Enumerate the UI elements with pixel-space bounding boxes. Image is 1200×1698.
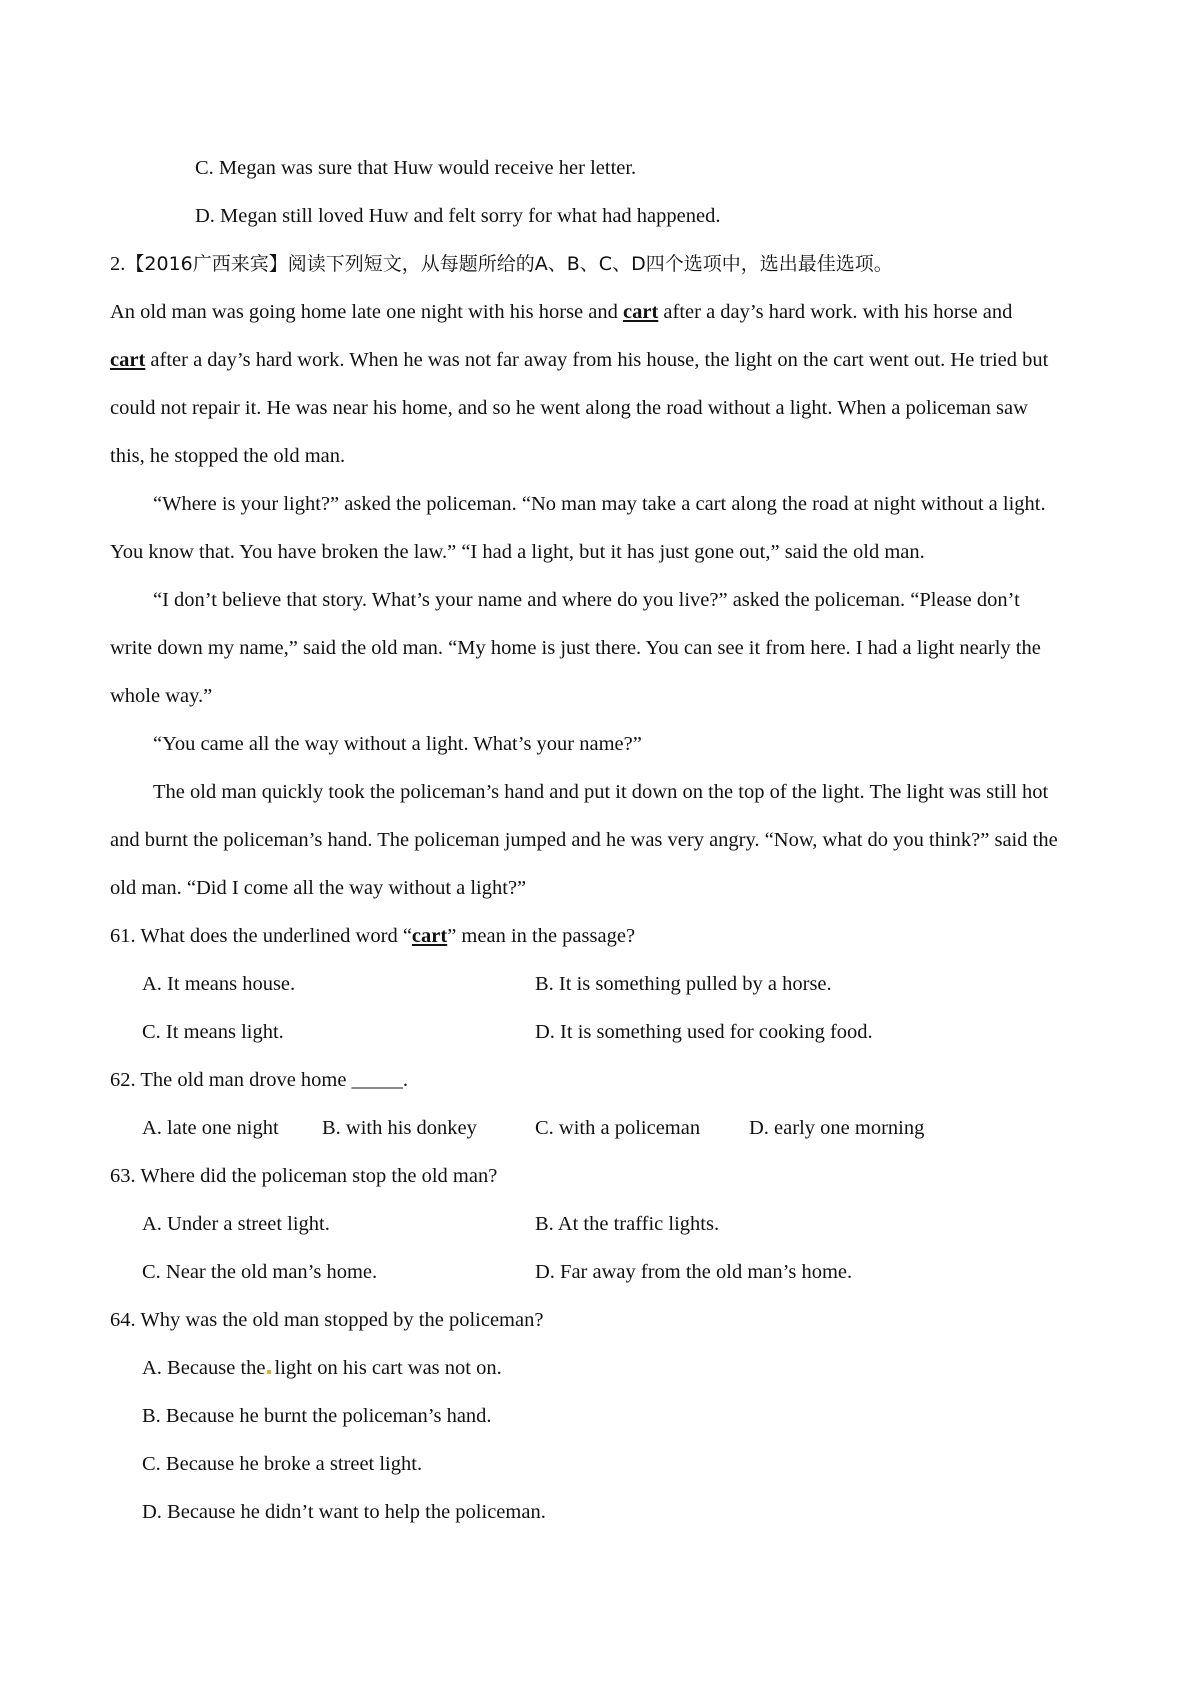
prev-option-d: D. Megan still loved Huw and felt sorry for what had happened. bbox=[195, 205, 721, 227]
option-b: B. At the traffic lights. bbox=[535, 1213, 720, 1235]
passage-line: could not repair it. He was near his home, and so he went along the road without a light. When a policeman saw bbox=[110, 397, 1028, 419]
passage-line: “You came all the way without a light. What’s your name?” bbox=[153, 733, 642, 755]
passage-line: this, he stopped the old man. bbox=[110, 445, 346, 467]
passage-line: write down my name,” said the old man. “My home is just there. You can see it from here. I had a light nearly the bbox=[110, 637, 1041, 659]
underlined-word: cart bbox=[411, 925, 448, 947]
section-instruction: 阅读下列短文，从每题所给的A、B、C、D四个选项中，选出最佳选项。 bbox=[287, 253, 893, 275]
option-d: D. early one morning bbox=[749, 1117, 925, 1139]
option-text: light on his cart was not on. bbox=[274, 1357, 502, 1379]
passage-line: old man. “Did I come all the way without a light?” bbox=[110, 877, 527, 899]
underlined-word: cart bbox=[110, 349, 146, 371]
option-d: D. It is something used for cooking food. bbox=[535, 1021, 873, 1043]
option-d: D. Far away from the old man’s home. bbox=[535, 1261, 853, 1283]
section-heading bbox=[110, 240, 1110, 288]
passage-line: and burnt the policeman’s hand. The policeman jumped and he was very angry. “Now, what do you think?” said the bbox=[110, 829, 1058, 851]
passage-line: You know that. You have broken the law.” “I had a light, but it has just gone out,” said the old man. bbox=[110, 541, 925, 563]
question-stem: 62. The old man drove home _____. bbox=[110, 1069, 408, 1091]
question-stem: 63. Where did the policeman stop the old man? bbox=[110, 1165, 498, 1187]
passage-text: An old man was going home late one night with his horse and bbox=[110, 301, 623, 323]
option-a bbox=[142, 1344, 1142, 1392]
section-number: 2. bbox=[110, 253, 126, 275]
option-b: B. Because he burnt the policeman’s hand. bbox=[142, 1405, 492, 1427]
highlight-mark bbox=[267, 1370, 271, 1374]
passage-line: “I don’t believe that story. What’s your name and where do you live?” asked the policeman. “Please don’t bbox=[153, 589, 1020, 611]
section-bracket-open: 【 bbox=[125, 253, 145, 275]
option-c: C. It means light. bbox=[142, 1021, 284, 1043]
prev-option-c: C. Megan was sure that Huw would receive her letter. bbox=[195, 157, 637, 179]
option-a: A. It means house. bbox=[142, 973, 296, 995]
question-stem: 64. Why was the old man stopped by the policeman? bbox=[110, 1309, 544, 1331]
option-a: A. late one night bbox=[142, 1117, 279, 1139]
option-b: B. with his donkey bbox=[322, 1117, 477, 1139]
option-a: A. Under a street light. bbox=[142, 1213, 330, 1235]
question-text: 61. What does the underlined word “ bbox=[110, 925, 412, 947]
passage-line bbox=[110, 288, 1110, 336]
option-b: B. It is something pulled by a horse. bbox=[535, 973, 832, 995]
option-c: C. with a policeman bbox=[535, 1117, 701, 1139]
option-d: D. Because he didn’t want to help the policeman. bbox=[142, 1501, 546, 1523]
section-bracket-close: 】 bbox=[268, 253, 288, 275]
underlined-word: cart bbox=[623, 301, 659, 323]
option-c: C. Because he broke a street light. bbox=[142, 1453, 423, 1475]
option-text: A. Because the bbox=[142, 1357, 266, 1379]
passage-line: “Where is your light?” asked the policeman. “No man may take a cart along the road at night without a light. bbox=[153, 493, 1046, 515]
question-stem bbox=[110, 912, 1110, 960]
question-text: ” mean in the passage? bbox=[447, 925, 636, 947]
section-source: 2016广西来宾 bbox=[144, 253, 269, 275]
passage-line bbox=[110, 336, 1110, 384]
passage-text: after a day’s hard work. When he was not far away from his house, the light on the cart went out. He tried but bbox=[145, 349, 1049, 371]
passage-line: whole way.” bbox=[110, 685, 213, 707]
passage-line: The old man quickly took the policeman’s hand and put it down on the top of the light. The light was still hot bbox=[153, 781, 1049, 803]
option-c: C. Near the old man’s home. bbox=[142, 1261, 378, 1283]
passage-text: after a day’s hard work. with his horse and bbox=[658, 301, 1013, 323]
